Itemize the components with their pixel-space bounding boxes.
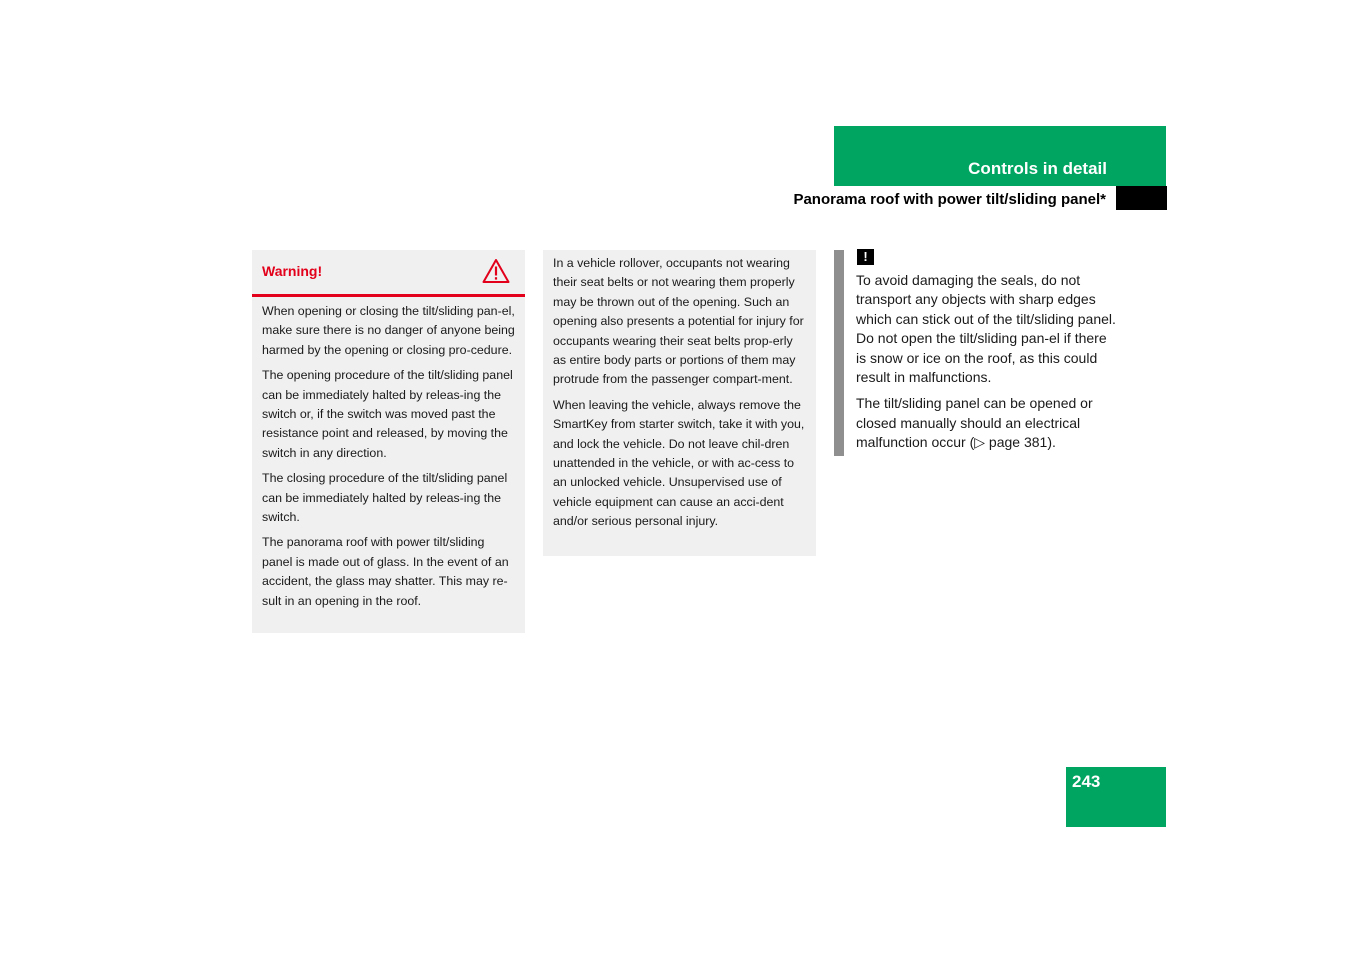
warning-label: Warning! [262,263,323,279]
section-title: Controls in detail [968,159,1107,178]
exclamation-icon: ! [857,249,874,265]
warning-body [252,297,525,611]
warning-continued-box [543,250,816,556]
note-side-bar [834,250,844,456]
warning-header [252,250,525,297]
page-number-box [1066,767,1166,827]
note-paragraph: The tilt/sliding panel can be opened or closed manually should an electrical malfunction occur (▷ page 381). [856,395,1093,451]
section-tab-marker [1116,186,1167,210]
warning-paragraph: When opening or closing the tilt/sliding pan-el, make sure there is no danger of anyone being harmed by the opening or closing pro-cedure. [262,304,515,357]
page-number: 243 [1072,772,1101,791]
warning-paragraph: When leaving the vehicle, always remove the SmartKey from starter switch, take it with you, and lock the vehicle. Do not leave chil-dren unattended in the vehicle, or with ac-cess to an unlocked vehicle. Unsupervised use of vehicle equipment can cause an acci-dent and/or serious personal injury. [553,397,805,529]
warning-paragraph: In a vehicle rollover, occupants not wearing their seat belts or not wearing them properly may be thrown out of the opening. Such an opening also presents a potential for injury for occupants wearing their seat belts prop-erly as entire body parts or portions of them may protrude from the passenger compart-ment. [553,256,804,387]
warning-paragraph: The opening procedure of the tilt/sliding panel can be immediately halted by releas-ing the switch or, if the switch was moved past the resistance point and released, by moving the switch in any direction. [262,368,513,460]
warning-box [252,250,525,633]
subsection-title: Panorama roof with power tilt/sliding panel* [793,191,1106,208]
warning-triangle-icon [482,258,510,284]
warning-paragraph: The closing procedure of the tilt/sliding panel can be immediately halted by releas-ing the switch. [262,471,508,525]
note-paragraph: To avoid damaging the seals, do not transport any objects with sharp edges which can stick out of the tilt/sliding panel. Do not open the tilt/sliding pan-el if there is snow or ice on the roof, as this could result in malfunctions. [856,272,1116,386]
note-text [856,271,1118,460]
warning-paragraph: The panorama roof with power tilt/sliding panel is made out of glass. In the event of an accident, the glass may shatter. This may re-sult in an opening in the roof. [262,535,509,608]
